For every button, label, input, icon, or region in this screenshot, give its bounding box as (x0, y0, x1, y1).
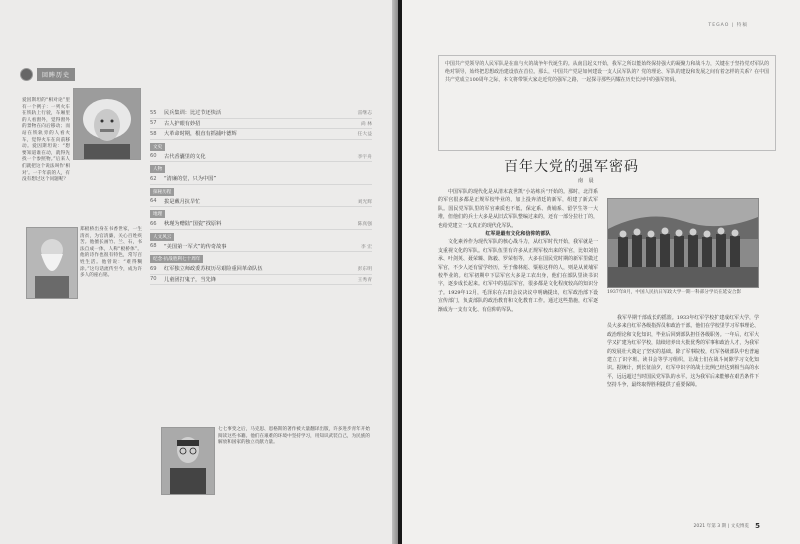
right-page (402, 0, 800, 544)
toc-row[interactable]: 58 大革命时期，根直有抓捕叶德辉 任大益 (150, 129, 372, 140)
historical-photo (607, 198, 759, 288)
page-footer (694, 522, 761, 530)
toc-section: 地理 (150, 207, 372, 219)
section-subhead: 红军是最有文化和信仰的部队 (485, 231, 551, 238)
toc-row[interactable]: 64 拔是戴月抗旱忙 刘光辉 (150, 197, 372, 208)
toc-row[interactable]: 55 民兵集训：比过节还快活 雷继志 (150, 108, 372, 119)
issue-label: 2021 年第 3 期 | 文史博览 (693, 524, 750, 529)
einstein-portrait (73, 88, 141, 160)
article-title: 百年大党的强军密码 (504, 159, 639, 175)
toc-row[interactable]: 69 红军独立师政委苏权历尽艰险重回革命队伍 彭东明 (150, 264, 372, 275)
paragraph: 我军早期干部成长的摇篮。1933年红军学校扩建成红军大学，学员大多来自红军各级指挥员和政治干部。他们在学校里学习军事理论、政治理论和文化知识，毕业后回到部队担任各级职务。一年后，红军大学又扩建为红军学校，陆续培养出大批优秀的军事和政治人才，为我军的发展壮大奠定了坚实的基础。除了军事院校，红军各级部队中也普遍建立了识字班、读书会等学习组织，让战士们在战斗间隙学习文化知识。据统计，到长征前夕，红军中识字的战士比例已经达到相当高的水平，远远超过当时国民党军队的水平。这为我军后来能够在艰苦条件下坚持斗争，最终取得胜利提供了重要保障。 (607, 315, 759, 389)
emblem-icon (20, 68, 33, 81)
paragraph: 中国军队的现代化是从清末袁世凯“小站练兵”开始的。那时，北洋系的军官很多都是正规军校毕业的，加上投奔清廷的新军，组建了新式军队。国民党军队里的军官素质也不低，保定系、黄埔系、留学生等一大堆，但他们的兵士大多是从旧式军队整编过来的，还有一部分拉壮丁的，也给党建立一支真正的现代化军队。 (438, 189, 598, 229)
toc-section: 人文风云 (150, 230, 372, 242)
bio-einstein-side: 爱因斯坦的“相对论”里有一个例子：一列火车在铁轨上行驶，车厢里的人看窗外，觉得窗外的景物在向后移动；而站在铁轨旁的人看火车，觉得火车在向前移动。爱因斯坦说：“想要知道谁在动，就得先找一个参照物。”后来人们就把这个说法叫作‘相对’。一千年前的人，有没有想过这个问题呢？ (22, 98, 70, 183)
toc-section: 人物 (150, 162, 372, 174)
page-number: 5 (755, 522, 760, 530)
photo-caption: 1937年8月，中国人民抗日军政大学一期一科部分学员在延安合影 (607, 290, 742, 295)
toc-row[interactable]: 68 “美国第一军犬”的传奇故事 李 宏 (150, 242, 372, 253)
toc-row[interactable]: 60 古代香囊里的文化 李宇舟 (150, 152, 372, 163)
toc-section: 纪念·抗战胜利七十周年 (150, 252, 372, 264)
left-page (0, 0, 398, 544)
toc-section: 探秘历程 (150, 185, 372, 197)
column-right (607, 314, 759, 390)
toc-row[interactable]: 66 秋瑾为赠陆“国瓷”找原料 陈真强 (150, 219, 372, 230)
toc-row[interactable]: 57 古人护眼有妙招 尚 林 (150, 119, 372, 130)
intro-box: 中国共产党领导的人民军队是在血与火的战争年代诞生的。从南昌起义开始，我军之所以能始终保持强大的凝聚力和战斗力，关键在于坚持党对军队的绝对领导，始终把思想政治建设放在首位。那么，中国共产党是如何建设一支人民军队的？党的理论、军队的建设和发展之间有着怎样的关系？在中国共产党成立100周年之际，本文将带领大家走近党的强军之路，一起探寻那些闪耀在历史长河中的强军密码。 (438, 55, 776, 151)
section-header (20, 68, 75, 81)
running-head: TEGAO | 特稿 (708, 23, 748, 28)
sage-portrait (26, 227, 78, 299)
toc-row[interactable]: 62 “清廉的堂，只为中国” (150, 174, 372, 185)
article-author: 南 晨 (578, 178, 596, 184)
toc-section: 文史 (150, 140, 372, 152)
section-title: 回眸历史 (37, 68, 75, 81)
scholar-portrait (161, 427, 215, 495)
bio-sage: 郑板桥出身在书香世家，一生清贫，为官清廉，关心百姓疾苦。他擅长画竹、兰、石，书法自成一体，人称“板桥体”。他的诗作也很有特色，常写百姓生活。他曾说：“难得糊涂。”这句话流传至今，成为许多人的座右铭。 (80, 227, 142, 279)
paragraph: 文化素养作为现代军队的核心战斗力，从红军时代开始，我军就是一支重视文化的军队。红军队伍里有许多从正规军校出来的军官，比如刘伯承、叶剑英、聂荣臻、陈毅、罗荣桓等，大多在国民党时期的新军里做过军官，不少人还有留学经历，至于像林彪、粟裕这样的人，则是从黄埔军校毕业的。红军初期中下层军官大多是工农出身，他们在部队里读书识字，逐步成长起来。红军中的基层军官，很多都是文化程度较高的知识分子。1929年12月，毛泽东在古田会议决议中明确提出，红军政治部下设宣传部门，负责部队的政治教育和文化教育工作。通过这些措施，红军逐渐成为一支有文化、有信仰的军队。 (438, 239, 598, 313)
toc-row[interactable]: 70 儿童团打鬼子，当先锋 王秀青 (150, 275, 372, 286)
table-of-contents (150, 108, 372, 285)
bio-scholar: 七七事变之后，马克思、恩格斯的著作被大量翻译出版，许多进步青年开始阅读这些书籍。他们在艰难的环境中坚持学习，用知识武装自己，为民族的解放和国家的独立贡献力量。 (218, 427, 370, 446)
column-left (438, 188, 598, 314)
